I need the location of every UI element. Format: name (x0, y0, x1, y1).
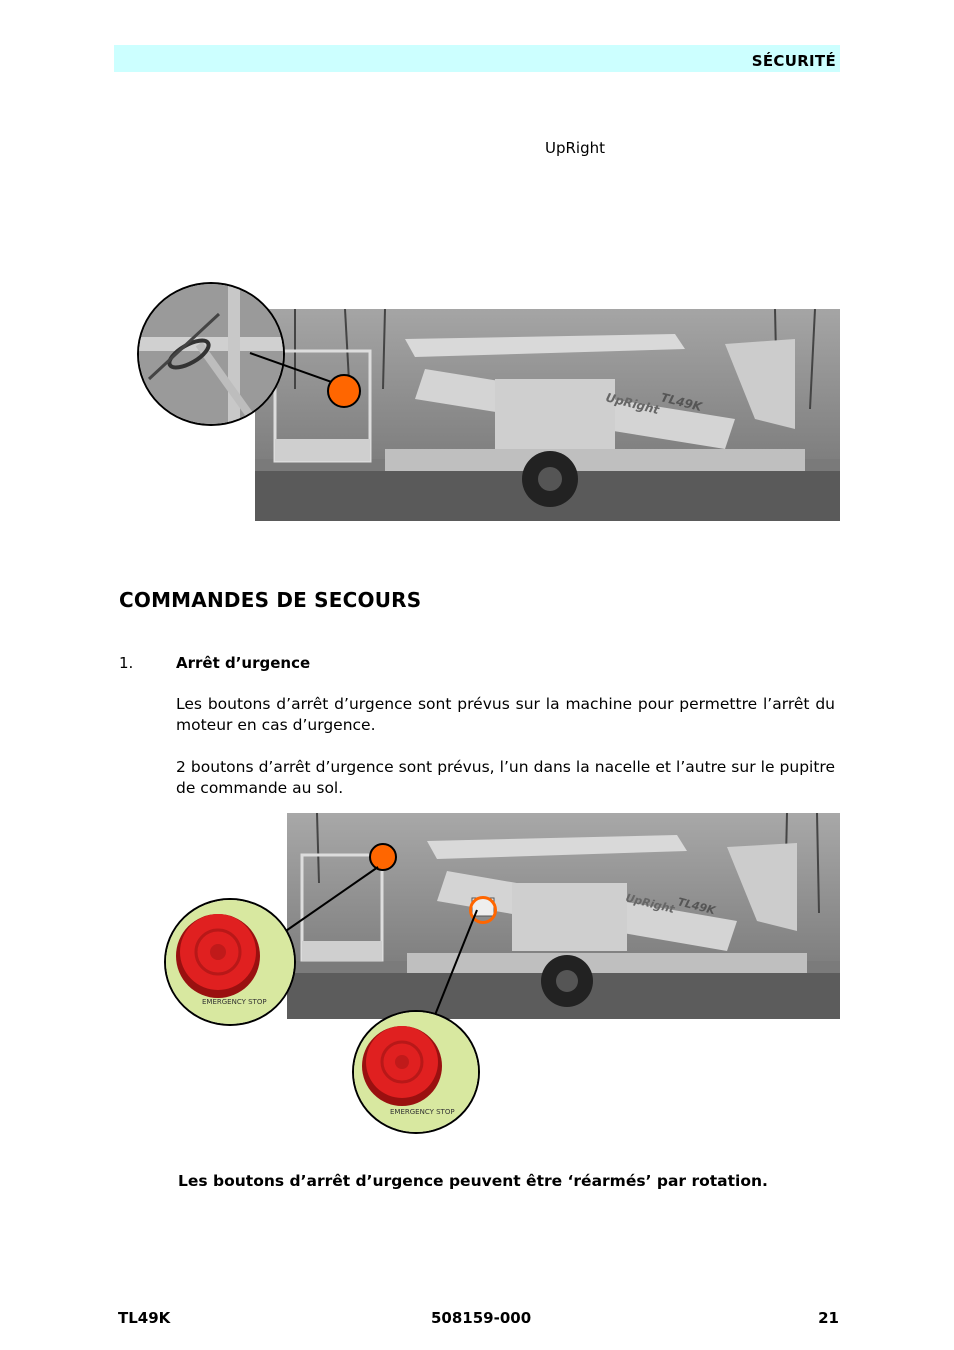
machine-brand-decal-2: UpRight (624, 891, 676, 917)
item-number: 1. (119, 654, 134, 672)
footer-model: TL49K (118, 1309, 171, 1327)
section-header-title: SÉCURITÉ (751, 52, 836, 70)
estop-label-1: EMERGENCY STOP (202, 998, 267, 1006)
anchor-point-marker (327, 374, 361, 408)
ground-estop-zoom (352, 1010, 480, 1134)
footer-page-number: 21 (818, 1309, 839, 1327)
machine-model-decal-2: TL49K (676, 895, 717, 918)
basket-estop-zoom (164, 898, 296, 1026)
paragraph-1: Les boutons d’arrêt d’urgence sont prévus sur la machine pour permettre l’arrêt du moteur en cas d’urgence. (176, 695, 835, 734)
brand-word: UpRight (545, 139, 605, 157)
section-title: COMMANDES DE SECOURS (119, 588, 422, 612)
header-band (114, 45, 840, 72)
footer-doc-number: 508159-000 (431, 1309, 532, 1327)
machine-photo-1 (255, 309, 840, 521)
leader-lines-2 (270, 855, 510, 1025)
paragraph-2: 2 boutons d’arrêt d’urgence sont prévus, l’un dans la nacelle et l’autre sur le pupitre de commande au sol. (176, 758, 835, 797)
machine-model-decal: TL49K (659, 390, 704, 415)
item-title: Arrêt d’urgence (176, 654, 311, 672)
rearm-note: Les boutons d’arrêt d’urgence peuvent être ‘réarmés’ par rotation. (178, 1172, 768, 1190)
estop-label-2: EMERGENCY STOP (390, 1108, 455, 1116)
machine-brand-decal: UpRight (604, 390, 661, 418)
